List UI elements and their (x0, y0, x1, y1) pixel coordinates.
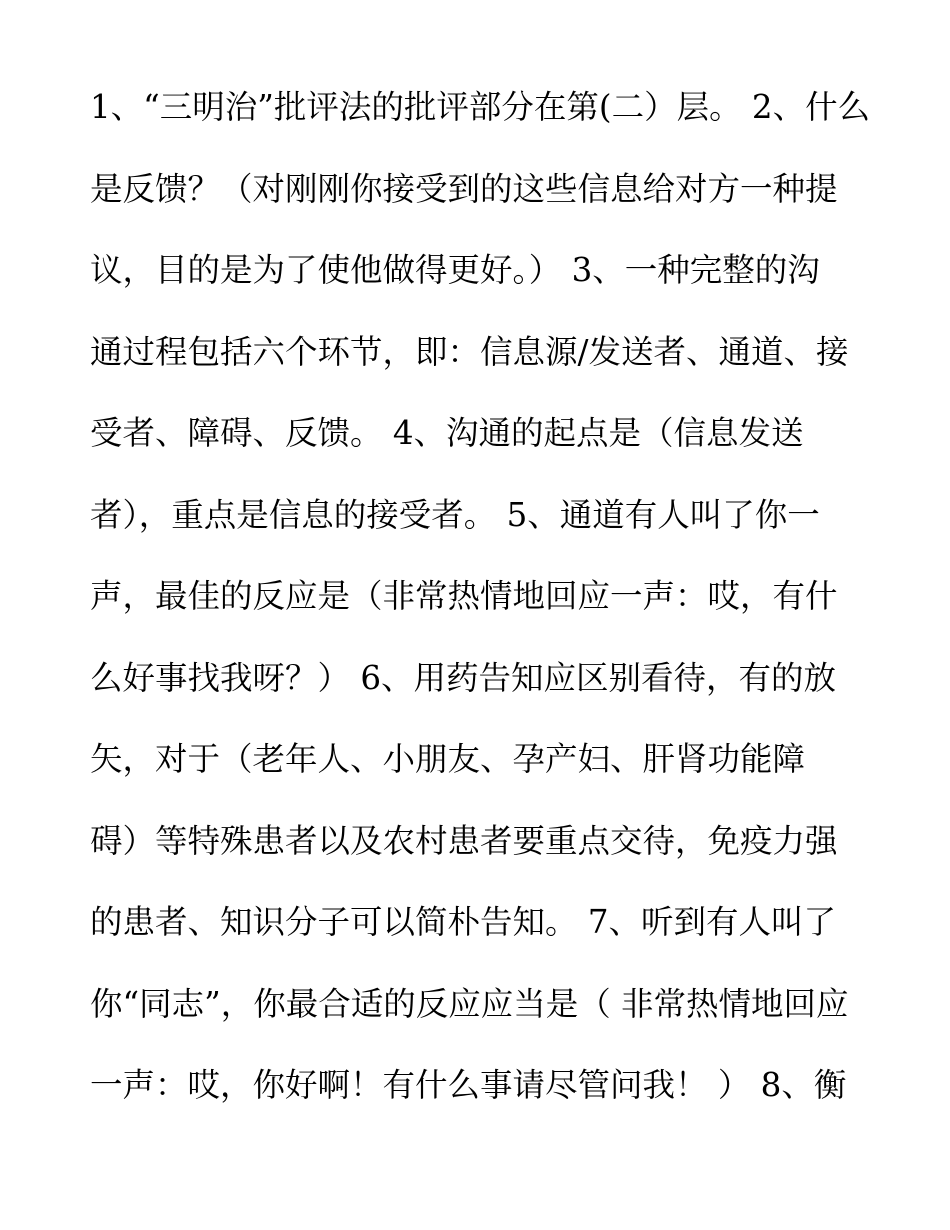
text-line: 者），重点是信息的接受者。 5、通道有人叫了你一 (90, 495, 820, 534)
text-line: 声，最佳的反应是（非常热情地回应一声：哎，有什 (90, 577, 838, 615)
text-line: 你“同志”，你最合适的反应应当是（ 非常热情地回应 (90, 984, 849, 1023)
text-line: 的患者、知识分子可以简朴告知。 7、听到有人叫了 (90, 903, 837, 941)
text-line: 1、“三明治”批评法的批评部分在第(二）层。 2、什么 (90, 88, 871, 126)
text-line: 议，目的是为了使他做得更好。） 3、一种完整的沟 (90, 251, 820, 289)
text-line: 是反馈？（对刚刚你接受到的这些信息给对方一种提 (90, 169, 838, 208)
text-line: 么好事找我呀？） 6、用药告知应区别看待，有的放 (90, 658, 837, 697)
text-line: 矢，对于（老年人、小朋友、孕产妇、肝肾功能障 (90, 740, 806, 778)
text-line: 受者、障碍、反馈。 4、沟通的起点是（信息发送 (90, 414, 804, 452)
body-text (90, 72, 870, 1132)
text-line: 一声：哎，你好啊！有什么事请尽管问我！ ） 8、衡 (90, 1066, 847, 1104)
text-line: 碍）等特殊患者以及农村患者要重点交待，免疫力强 (90, 821, 838, 860)
text-line: 通过程包括六个环节，即：信息源/发送者、通道、接 (90, 332, 849, 371)
